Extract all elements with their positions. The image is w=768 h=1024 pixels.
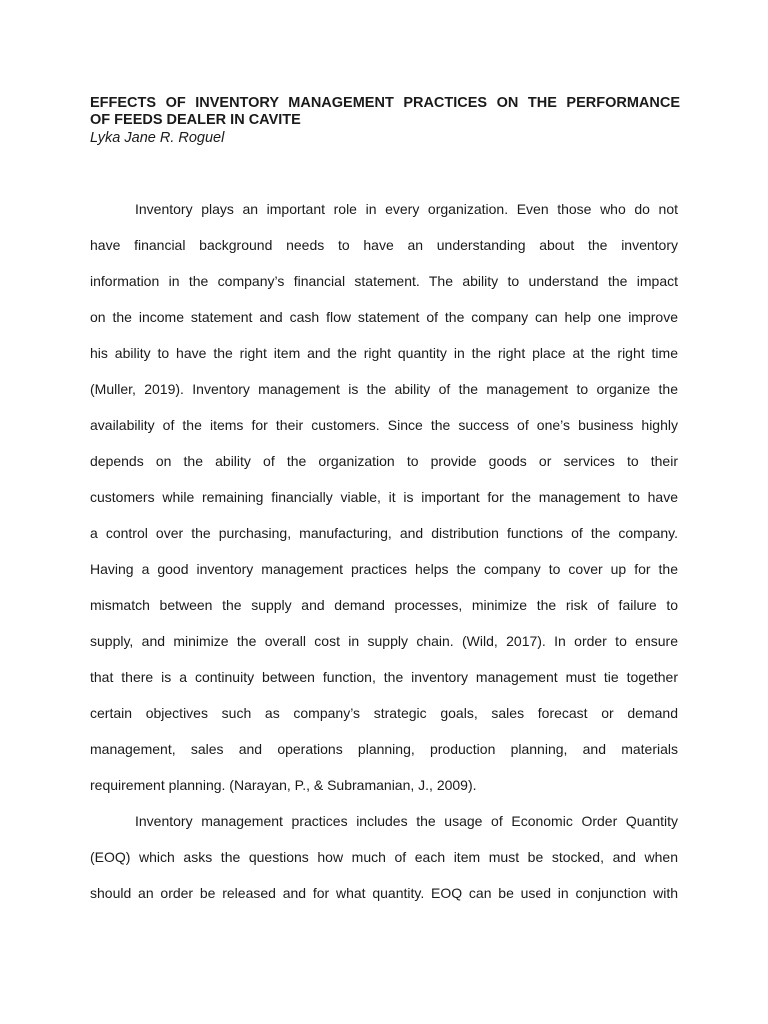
paragraph-line: that there is a continuity between function, the inventory management must tie together (90, 669, 678, 685)
title-line: OF FEEDS DEALER IN CAVITE (90, 112, 301, 128)
paragraph-line: a control over the purchasing, manufacturing, and distribution functions of the company. (90, 525, 678, 541)
title-line: EFFECTS OF INVENTORY MANAGEMENT PRACTICES ON THE PERFORMANCE (90, 95, 680, 111)
paragraph-line: availability of the items for their customers. Since the success of one’s business highly (90, 417, 678, 433)
paragraph-line: should an order be released and for what quantity. EOQ can be used in conjunction with (90, 885, 678, 901)
paragraph-line: his ability to have the right item and the right quantity in the right place at the right time (90, 345, 678, 361)
paragraph-line: Inventory management practices includes the usage of Economic Order Quantity (135, 813, 678, 829)
paragraph-line: have financial background needs to have an understanding about the inventory (90, 237, 678, 253)
paragraph-line: customers while remaining financially viable, it is important for the management to have (90, 489, 678, 505)
paragraph-line: (Muller, 2019). Inventory management is the ability of the management to organize the (90, 381, 678, 397)
document-body (90, 199, 678, 919)
paragraph-line: (EOQ) which asks the questions how much of each item must be stocked, and when (90, 849, 678, 865)
paragraph-line: mismatch between the supply and demand processes, minimize the risk of failure to (90, 597, 678, 613)
paragraph-line: supply, and minimize the overall cost in supply chain. (Wild, 2017). In order to ensure (90, 633, 678, 649)
author-name: Lyka Jane R. Roguel (90, 130, 225, 146)
paragraph-line: management, sales and operations planning, production planning, and materials (90, 741, 678, 757)
paragraph-line: Inventory plays an important role in every organization. Even those who do not (135, 201, 678, 217)
paragraph-line: depends on the ability of the organization to provide goods or services to their (90, 453, 678, 469)
paragraph-line: Having a good inventory management practices helps the company to cover up for the (90, 561, 678, 577)
document-title (90, 95, 680, 129)
paragraph-line: requirement planning. (Narayan, P., & Subramanian, J., 2009). (90, 777, 477, 793)
paragraph-line: certain objectives such as company’s strategic goals, sales forecast or demand (90, 705, 678, 721)
paragraph-line: on the income statement and cash flow statement of the company can help one improve (90, 309, 678, 325)
paragraph-line: information in the company’s financial statement. The ability to understand the impact (90, 273, 678, 289)
